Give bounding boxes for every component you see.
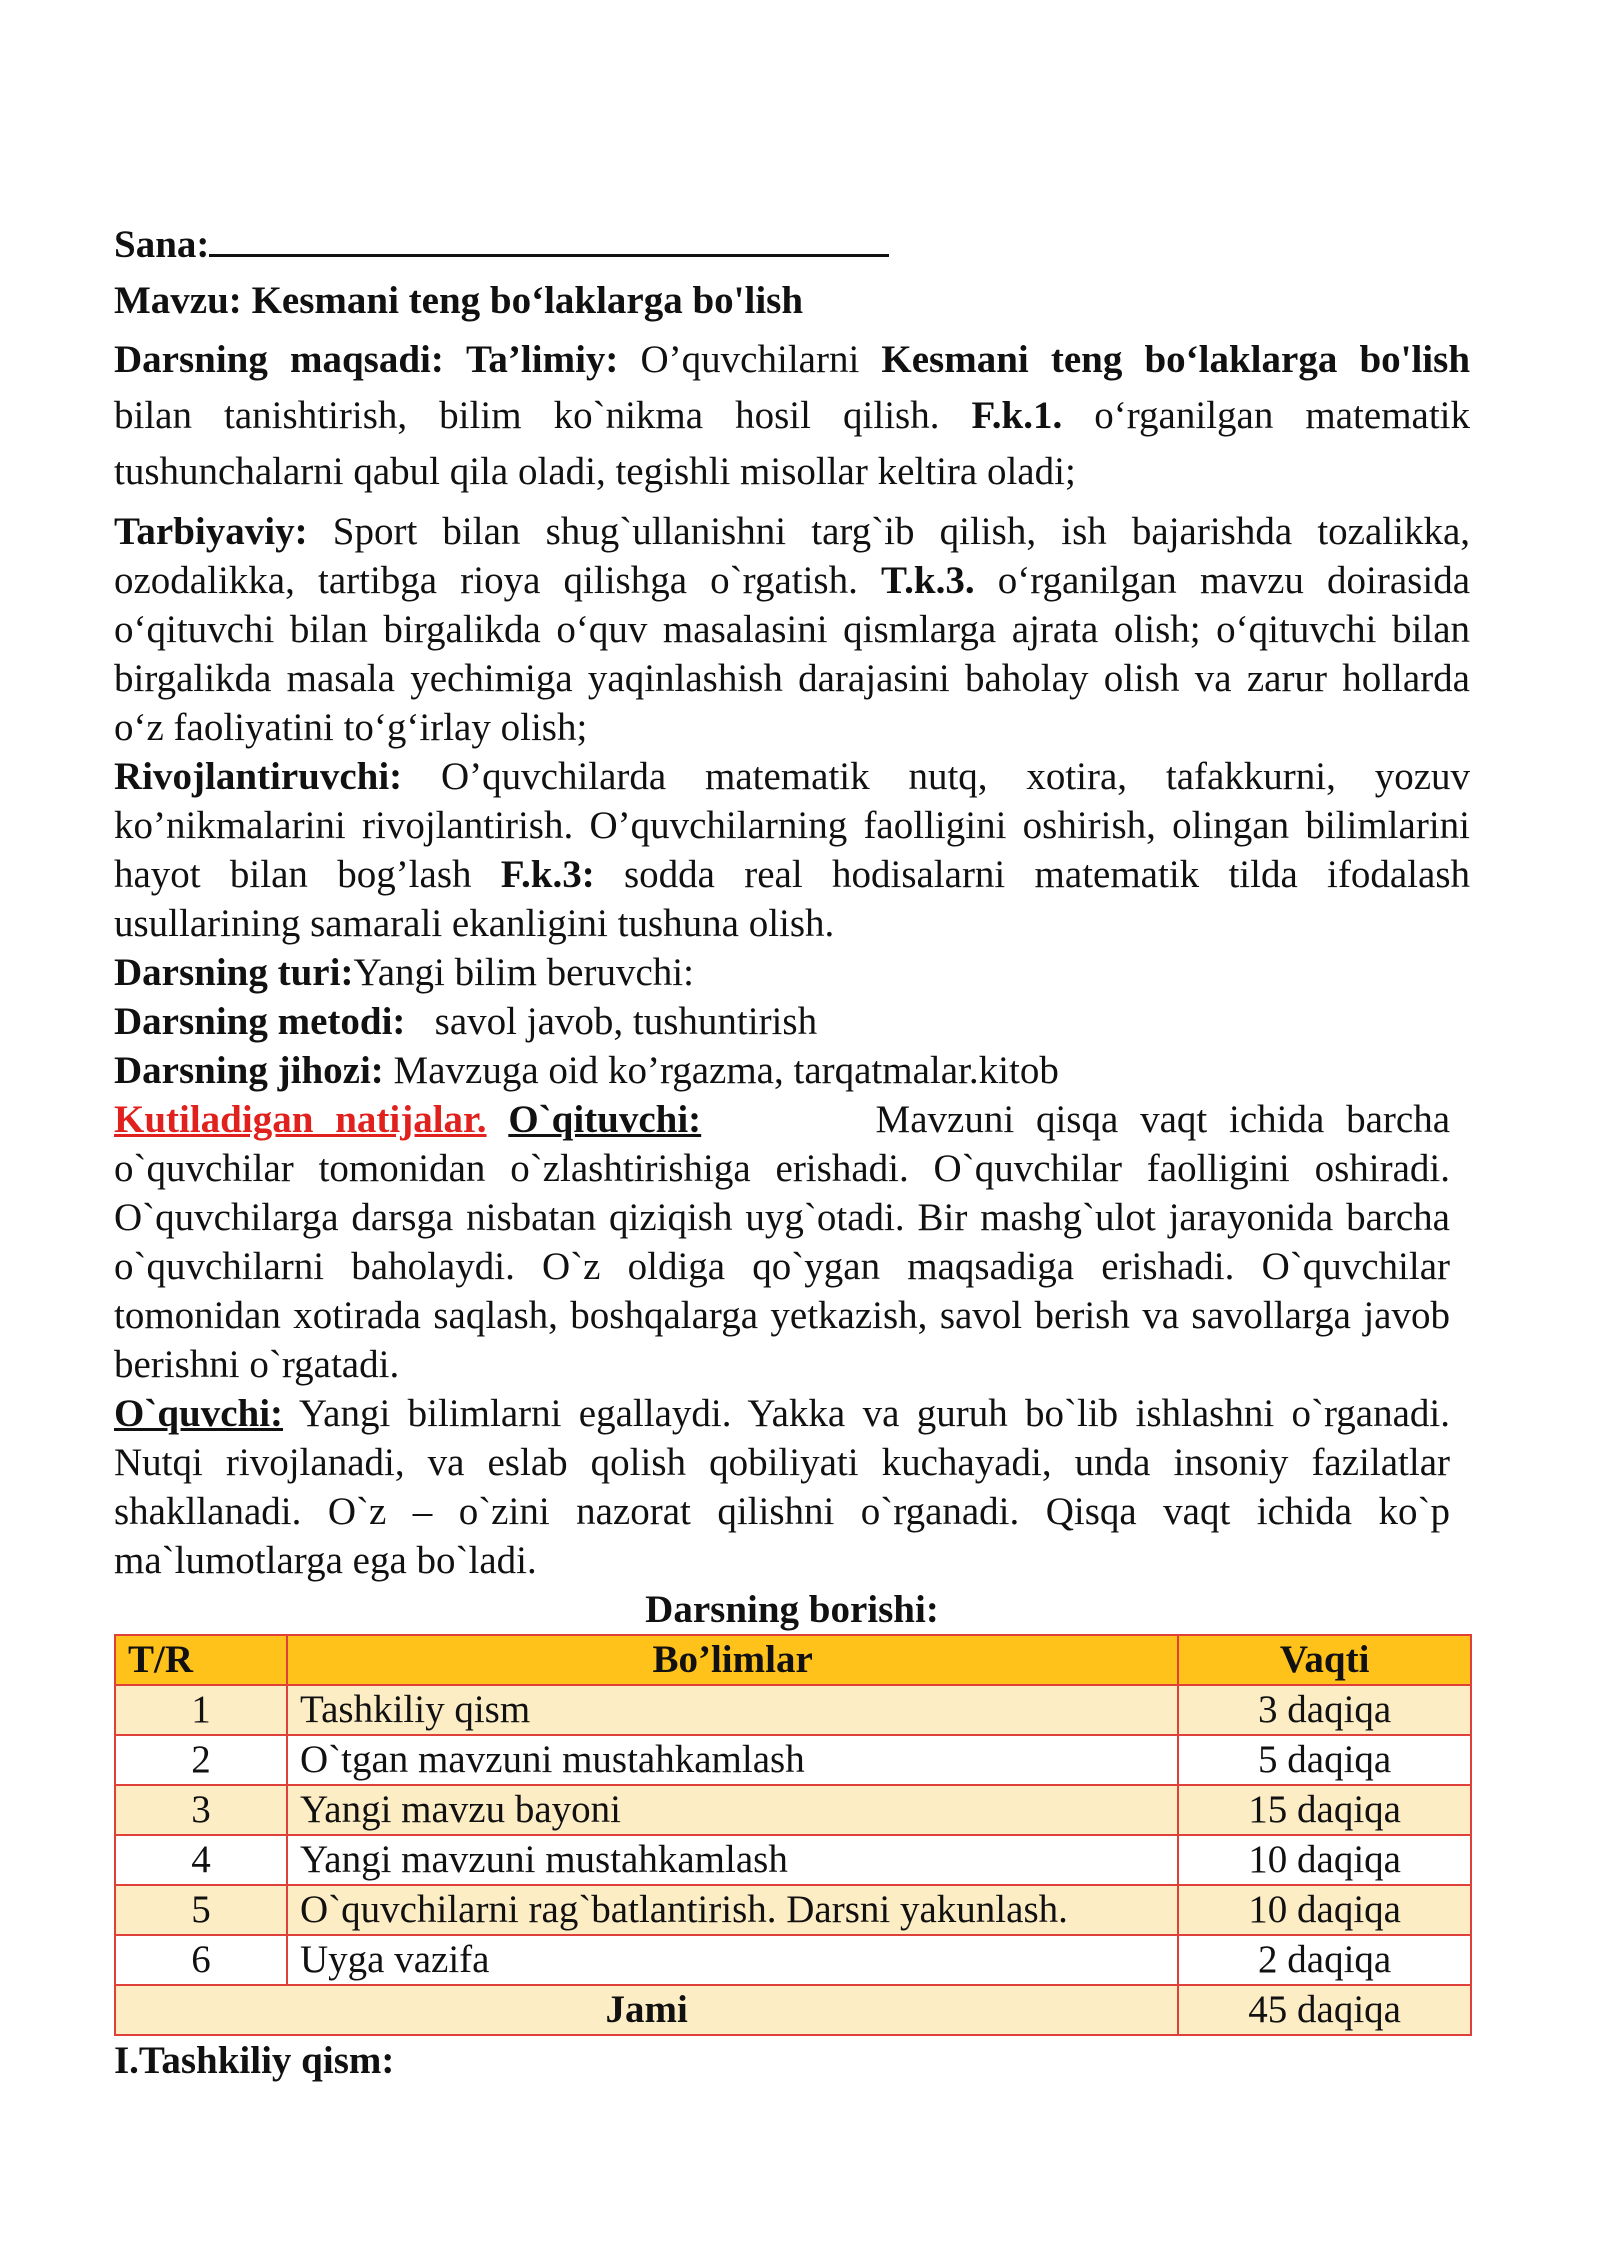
row-section: Tashkiliy qism: [287, 1685, 1178, 1735]
student-text: Yangi bilimlarni egallaydi. Yakka va guruh bo`lib ishlashni o`rganadi. Nutqi rivojlanadi, va eslab qolish qobiliyati kuchayadi, unda insoniy fazilatlar shakllanadi. O`z – o`zini nazorat qilishni o`rganadi. Qisqa vaqt ichida ko`p ma`lumotlarga ega bo`ladi.: [114, 1392, 1450, 1582]
educational-text-a: O’quvchilarni: [640, 338, 860, 381]
row-section: O`quvchilarni rag`batlantirish. Darsni yakunlash.: [287, 1885, 1178, 1935]
table-total-row: [115, 1985, 1471, 2035]
lesson-type: [114, 948, 1470, 997]
lesson-type-value: Yangi bilim beruvchi:: [353, 951, 694, 994]
row-time: 5 daqiqa: [1178, 1735, 1471, 1785]
row-number: 4: [115, 1835, 287, 1885]
educational-topic: Kesmani teng bo‘laklarga bo'lish: [881, 338, 1471, 381]
column-header-section: Bo’limlar: [287, 1635, 1178, 1685]
document-body: [114, 218, 1470, 2085]
row-time: 10 daqiqa: [1178, 1835, 1471, 1885]
row-section: Yangi mavzu bayoni: [287, 1785, 1178, 1835]
educational-text-b: bilan tanishtirish, bilim ko`nikma hosil qilish.: [114, 394, 940, 437]
row-number: 3: [115, 1785, 287, 1835]
row-number: 1: [115, 1685, 287, 1735]
table-row: [115, 1935, 1471, 1985]
table-row: [115, 1735, 1471, 1785]
goals-educational: [114, 332, 1470, 500]
upbringing-code: T.k.3.: [881, 559, 975, 602]
lesson-type-label: Darsning turi:: [114, 951, 354, 994]
expected-results-teacher: [114, 1095, 1450, 1389]
total-label: Jami: [115, 1985, 1178, 2035]
topic-label: Mavzu:: [114, 279, 242, 322]
row-time: 2 daqiqa: [1178, 1935, 1471, 1985]
educational-label: Ta’limiy:: [465, 338, 619, 381]
total-time: 45 daqiqa: [1178, 1985, 1471, 2035]
student-label: O`quvchi:: [114, 1392, 284, 1435]
table-row: [115, 1885, 1471, 1935]
goals-label: Darsning maqsadi:: [114, 338, 444, 381]
expected-results-student: [114, 1389, 1450, 1585]
column-header-number: T/R: [115, 1635, 287, 1685]
column-header-time: Vaqti: [1178, 1635, 1471, 1685]
lesson-method: [114, 997, 1470, 1046]
developing-text-a: O’quvchilarda matematik nutq, xotira, tafakkurni, yozuv ko’nikmalarini rivojlantirish. O’quvchilarning faolligini oshirish, olingan bilimlarini hayot bilan bog’lash: [114, 755, 1470, 896]
row-section: Yangi mavzuni mustahkamlash: [287, 1835, 1178, 1885]
teacher-text: Mavzuni qisqa vaqt ichida barcha o`quvchilar tomonidan o`zlashtirishiga erishadi. O`quvchilar faolligini oshiradi. O`quvchilarga darsga nisbatan qiziqish uyg`otadi. Bir mashg`ulot jarayonida barcha o`quvchilarni baholaydi. O`z oldiga qo`ygan maqsadiga erishadi. O`quvchilar tomonidan xotirada saqlash, boshqalarga yetkazish, savol berish va savollarga javob berishni o`rgatadi.: [114, 1098, 1451, 1386]
upbringing-text-a: Sport bilan shug`ullanishni targ`ib qilish, ish bajarishda tozalikka, ozodalikka, tartibga rioya qilishga o`rgatish.: [114, 510, 1471, 602]
row-number: 5: [115, 1885, 287, 1935]
row-number: 2: [115, 1735, 287, 1785]
teacher-label: O`qituvchi:: [508, 1098, 702, 1141]
upbringing-label: Tarbiyaviy:: [114, 510, 308, 553]
developing-code: F.k.3:: [500, 853, 595, 896]
row-number: 6: [115, 1935, 287, 1985]
lesson-equipment-label: Darsning jihozi:: [114, 1049, 384, 1092]
expected-results-label: Kutiladigan natijalar.: [114, 1098, 487, 1141]
developing-label: Rivojlantiruvchi:: [114, 755, 403, 798]
row-time: 3 daqiqa: [1178, 1685, 1471, 1735]
table-row: [115, 1835, 1471, 1885]
plan-title: Darsning borishi:: [645, 1588, 939, 1631]
developing-text-b: sodda real hodisalarni matematik tilda ifodalash usullarining samarali ekanligini tushuna olish.: [114, 853, 1470, 945]
lesson-equipment: [114, 1046, 1470, 1095]
topic-title: Kesmani teng bo‘laklarga bo'lish: [251, 279, 804, 322]
date-label: Sana:: [114, 223, 210, 266]
date-blank: [209, 218, 889, 257]
date-line: [114, 218, 1470, 269]
goals-developing: [114, 752, 1470, 948]
lesson-method-value: savol javob, tushuntirish: [434, 1000, 818, 1043]
upbringing-text-b: o‘rganilgan mavzu doirasida o‘qituvchi bilan birgalikda o‘quv masalasini qismlarga ajrata olish; o‘qituvchi bilan birgalikda masala yechimiga yaqinlashish darajasini baholay olish va zarur hollarda o‘z faoliyatini to‘g‘irlay olish;: [114, 559, 1470, 749]
row-section: O`tgan mavzuni mustahkamlash: [287, 1735, 1178, 1785]
next-section-heading: I.Tashkiliy qism:: [114, 2039, 395, 2082]
lesson-method-label: Darsning metodi:: [114, 1000, 406, 1043]
row-time: 15 daqiqa: [1178, 1785, 1471, 1835]
table-row: [115, 1685, 1471, 1735]
topic-line: [114, 276, 1470, 325]
lesson-plan-table: [114, 1634, 1472, 2036]
row-section: Uyga vazifa: [287, 1935, 1178, 1985]
table-header-row: [115, 1635, 1471, 1685]
table-row: [115, 1785, 1471, 1835]
lesson-equipment-value: Mavzuga oid ko’rgazma, tarqatmalar.kitob: [393, 1049, 1059, 1092]
educational-code: F.k.1.: [971, 394, 1063, 437]
row-time: 10 daqiqa: [1178, 1885, 1471, 1935]
goals-upbringing: [114, 507, 1470, 752]
educational-text-c: o‘rganilgan matematik tushunchalarni qabul qila oladi, tegishli misollar keltira oladi;: [114, 394, 1471, 493]
